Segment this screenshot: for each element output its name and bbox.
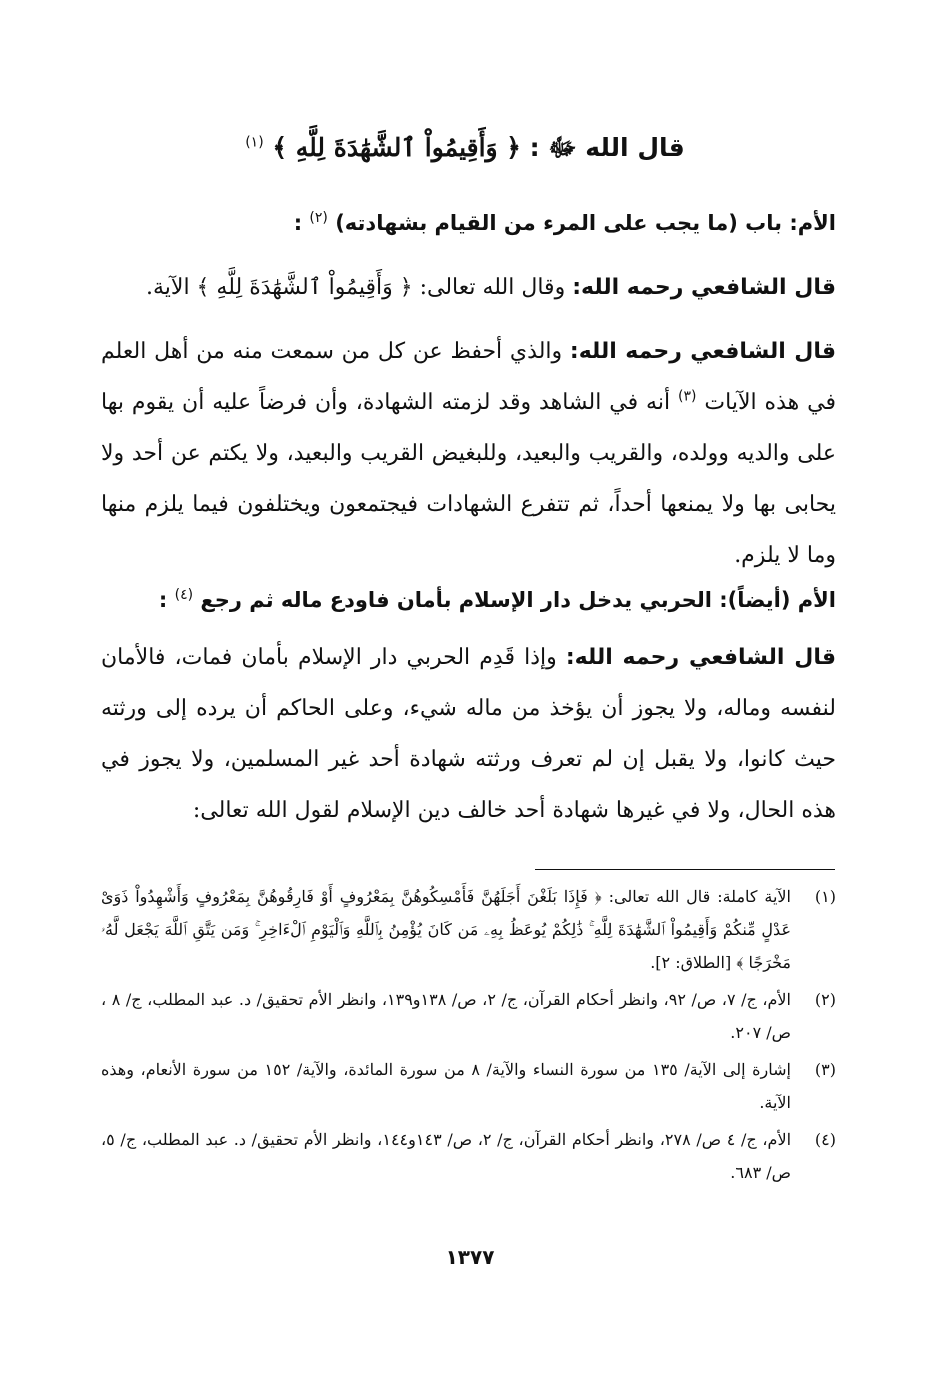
para1-speaker: قال الشافعي رحمه الله: bbox=[572, 275, 836, 300]
footnote-item bbox=[101, 1123, 836, 1189]
page-number: ١٣٧٧ bbox=[445, 1245, 495, 1269]
paragraph-3 bbox=[101, 632, 836, 836]
heading-footnote-ref: (١) bbox=[245, 134, 264, 151]
section2-footnote-ref: (٤) bbox=[174, 587, 194, 603]
section2-colon: : bbox=[158, 588, 168, 612]
heading-intro: قال الله ﷻ : bbox=[529, 133, 685, 162]
para2-text-a: والذي أحفظ عن كل من سمعت منه من أهل العلم في هذه الآيات bbox=[101, 339, 837, 415]
section1-title: الأم: باب (ما يجب على المرء من القيام بشهادته) bbox=[335, 211, 836, 235]
footnote-number: (٢) bbox=[814, 990, 836, 1009]
para2-text-b: أنه في الشاهد وقد لزمته الشهادة، وأن فرضاً عليه أن يقوم بها على والديه وولده، والقريب والبعيد، وللبغيض القريب والبعيد، ولا يكتم عن أحد ولا يحابى بها ولا يمنعها أحداً، ثم تتفرع الشهادات فيجتمعون ويختلفون فيما يلزم منها وما لا يلزم. bbox=[101, 390, 836, 568]
footnote-text: إشارة إلى الآية/ ١٣٥ من سورة النساء والآية/ ٨ من سورة المائدة، والآية/ ١٥٢ من سورة الأنعام، وهذه الآية. bbox=[101, 1060, 792, 1112]
section1-colon: : bbox=[293, 211, 303, 235]
section2-title: الأم (أيضاً): الحربي يدخل دار الإسلام بأمان فاودع ماله ثم رجع bbox=[200, 588, 836, 612]
footnote-text: الأم، ج/ ٧، ص/ ٩٢، وانظر أحكام القرآن، ج/ ٢، ص/ ١٣٨و١٣٩، وانظر الأم تحقيق/ د. عبد المطلب، ج/ ٨ ، ص/ ٢٠٧. bbox=[101, 990, 792, 1042]
footnote-text: الأم، ج/ ٤ ص/ ٢٧٨، وانظر أحكام القرآن، ج/ ٢، ص/ ١٤٣و١٤٤، وانظر الأم تحقيق/ د. عبد المطلب، ج/ ٥، ص/ ٦٨٣. bbox=[101, 1130, 792, 1182]
paragraph-2 bbox=[101, 326, 836, 581]
para3-speaker: قال الشافعي رحمه الله: bbox=[565, 645, 837, 670]
para1-text: وقال الله تعالى: ﴿ وَأَقِيمُواْ ٱلشَّهَٰدَةَ لِلَّهِ ﴾ الآية. bbox=[145, 275, 566, 300]
para2-speaker: قال الشافعي رحمه الله: bbox=[569, 339, 836, 364]
page-heading bbox=[230, 128, 700, 168]
footnote-divider bbox=[535, 869, 835, 870]
heading-verse: ﴿ وَأَقِيمُواْ ٱلشَّهَٰدَةَ لِلَّهِ ﴾ bbox=[272, 133, 521, 162]
footnote-item bbox=[101, 880, 836, 979]
footnote-item bbox=[101, 983, 836, 1049]
footnote-number: (٤) bbox=[814, 1130, 836, 1149]
section-title-1 bbox=[96, 205, 836, 241]
paragraph-1 bbox=[101, 262, 836, 313]
para2-footnote-ref: (٣) bbox=[678, 388, 697, 405]
footnote-number: (٣) bbox=[814, 1060, 836, 1079]
footnote-number: (١) bbox=[814, 887, 836, 906]
footnotes bbox=[101, 880, 836, 1193]
section-title-2 bbox=[96, 582, 836, 618]
footnote-text: الآية كاملة: قال الله تعالى: ﴿ فَإِذَا بَلَغْنَ أَجَلَهُنَّ فَأَمْسِكُوهُنَّ بِمَعْرُوفٍ أَوْ فَارِقُوهُنَّ بِمَعْرُوفٍ وَأَشْهِدُواْ ذَوَىْ عَدْلٍ مِّنكُمْ وَأَقِيمُواْ ٱلشَّهَٰدَةَ لِلَّهِ ۚ ذَٰلِكُمْ يُوعَظُ بِهِۦ مَن كَانَ يُؤْمِنُ بِٱللَّهِ وَٱلْيَوْمِ ٱلْءَاخِرِ ۚ وَمَن يَتَّقِ ٱللَّهَ يَجْعَل لَّهُۥ مَخْرَجًا ﴾ [الطلاق: ٢]. bbox=[101, 887, 791, 972]
para3-text: وإذا قَدِم الحربي دار الإسلام بأمان فمات، فالأمان لنفسه وماله، ولا يجوز أن يؤخذ من ماله شيء، وعلى الحاكم أن يرده إلى ورثته حيث كانوا، ولا يقبل إن لم تعرف ورثته شهادة أحد غير المسلمين، ولا يجوز في هذه الحال، ولا في غيرها شهادة أحد خالف دين الإسلام لقول الله تعالى: bbox=[101, 645, 836, 823]
footnote-item bbox=[101, 1053, 836, 1119]
section1-footnote-ref: (٢) bbox=[309, 210, 328, 226]
